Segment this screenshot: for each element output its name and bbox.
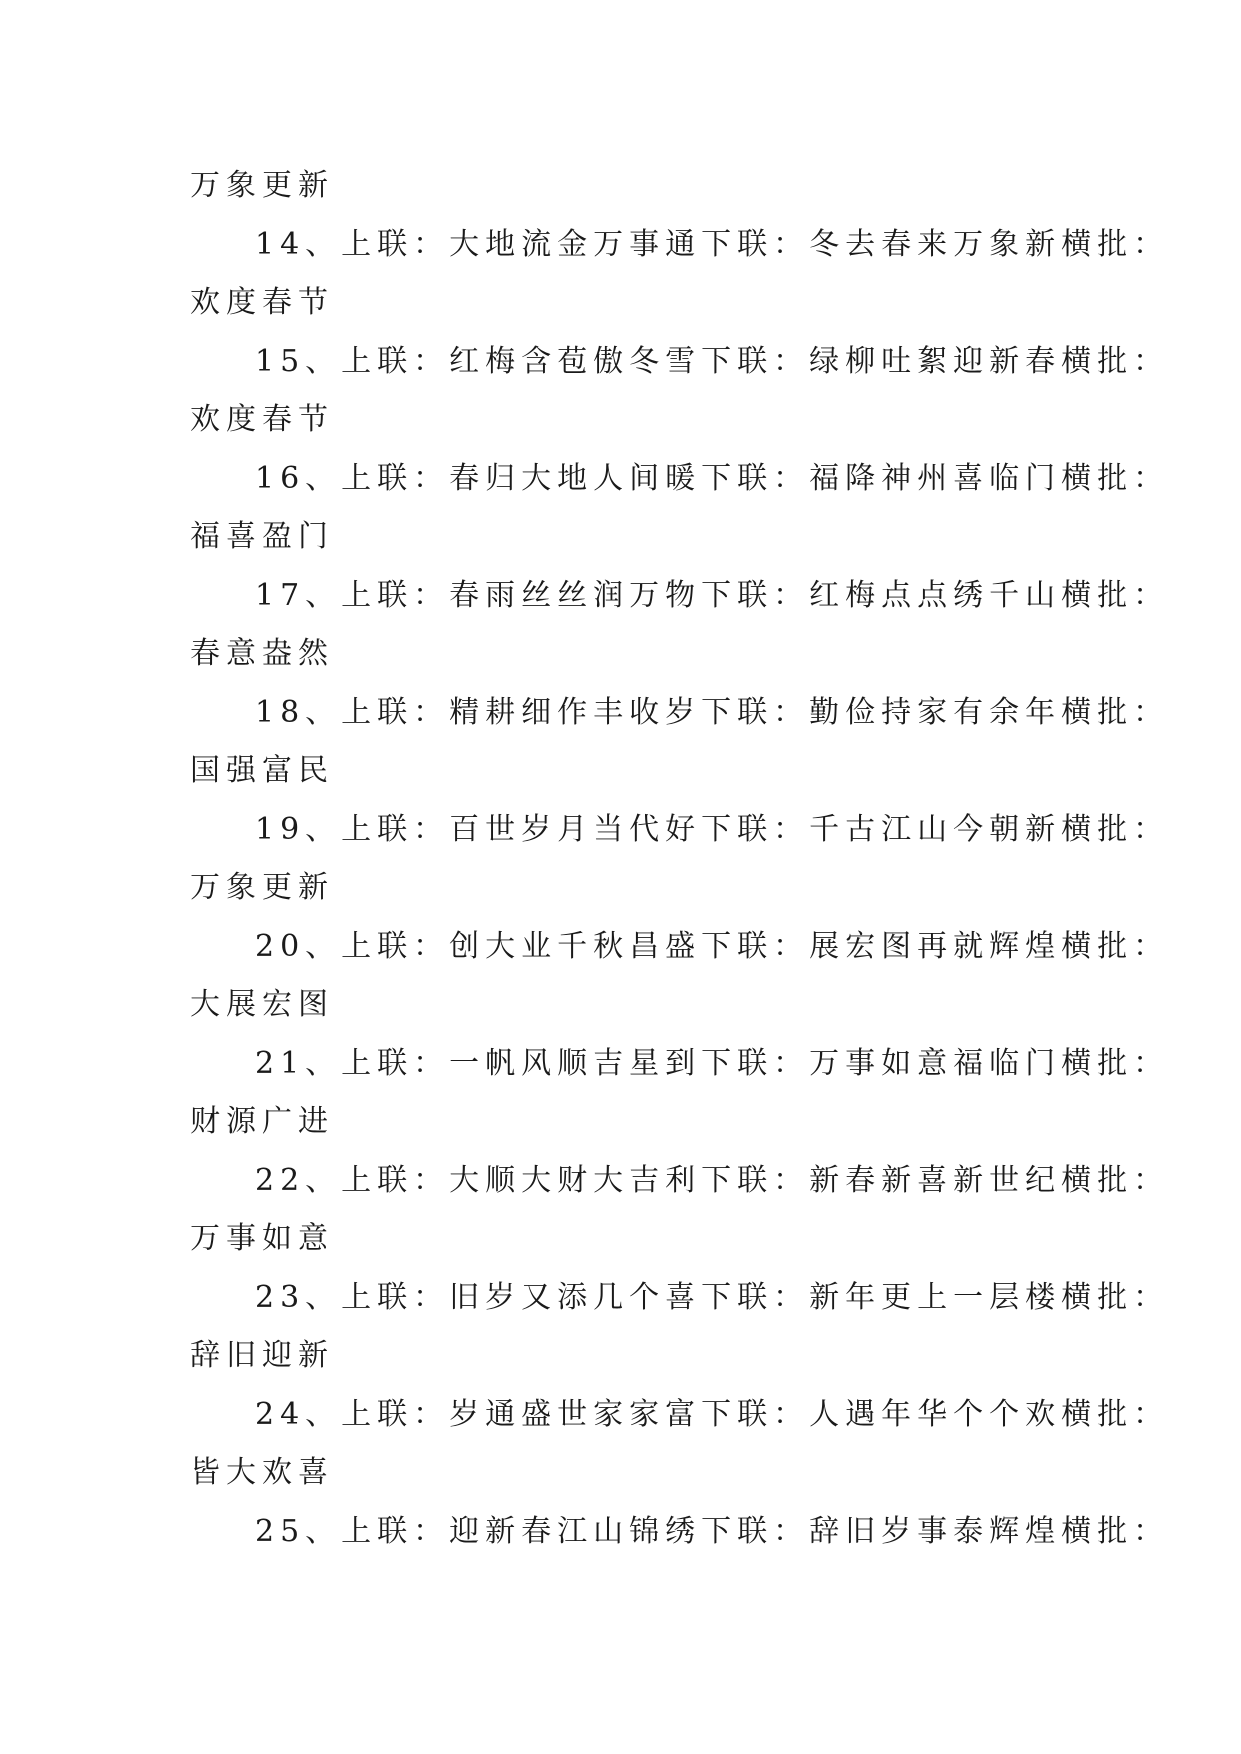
text-line: 福喜盈门 [190, 519, 334, 554]
text-line: 财源广进 [190, 1104, 334, 1139]
text-line: 22、上联：大顺大财大吉利下联：新春新喜新世纪横批： [255, 1162, 1170, 1198]
text-line: 19、上联：百世岁月当代好下联：千古江山今朝新横批： [255, 811, 1170, 847]
text-line: 皆大欢喜 [190, 1455, 334, 1490]
text-line: 欢度春节 [190, 285, 334, 320]
text-line: 辞旧迎新 [190, 1338, 334, 1373]
text-line: 国强富民 [190, 753, 334, 788]
text-line: 17、上联：春雨丝丝润万物下联：红梅点点绣千山横批： [255, 577, 1170, 613]
text-line: 15、上联：红梅含苞傲冬雪下联：绿柳吐絮迎新春横批： [255, 343, 1170, 379]
text-line: 24、上联：岁通盛世家家富下联：人遇年华个个欢横批： [255, 1396, 1170, 1432]
text-line: 万象更新 [190, 168, 334, 203]
text-line: 20、上联：创大业千秋昌盛下联：展宏图再就辉煌横批： [255, 928, 1170, 964]
text-line: 23、上联：旧岁又添几个喜下联：新年更上一层楼横批： [255, 1279, 1170, 1315]
text-line: 万象更新 [190, 870, 334, 905]
couplet-text-body [190, 157, 1170, 1561]
text-line: 25、上联：迎新春江山锦绣下联：辞旧岁事泰辉煌横批： [255, 1513, 1170, 1549]
text-line: 16、上联：春归大地人间暖下联：福降神州喜临门横批： [255, 460, 1170, 496]
text-line: 春意盎然 [190, 636, 334, 671]
text-line: 欢度春节 [190, 402, 334, 437]
text-line: 14、上联：大地流金万事通下联：冬去春来万象新横批： [255, 226, 1170, 262]
text-line: 大展宏图 [190, 987, 334, 1022]
text-line: 21、上联：一帆风顺吉星到下联：万事如意福临门横批： [255, 1045, 1170, 1081]
text-line: 万事如意 [190, 1221, 334, 1256]
text-line: 18、上联：精耕细作丰收岁下联：勤俭持家有余年横批： [255, 694, 1170, 730]
